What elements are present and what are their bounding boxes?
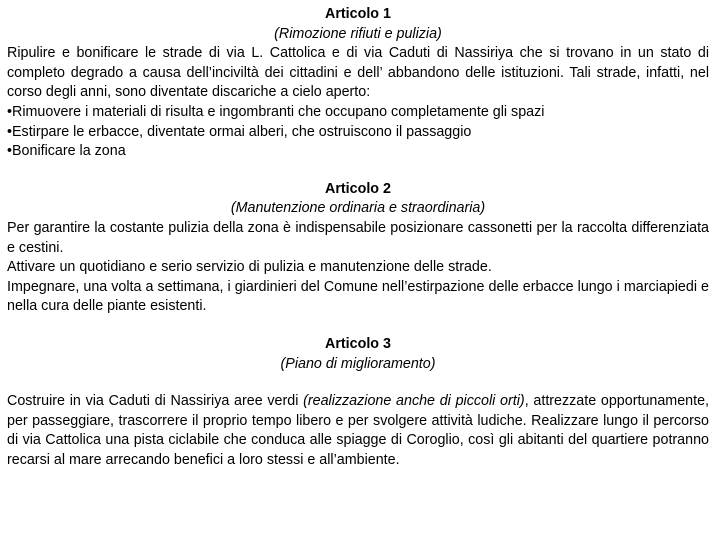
article-2-paragraph: Attivare un quotidiano e serio servizio di pulizia e manutenzione delle strade. (7, 259, 492, 276)
article-2-subtitle: (Manutenzione ordinaria e straordinaria) (230, 200, 486, 217)
article-2-paragraph: Impegnare, una volta a settimana, i giardinieri del Comune nell’estirpazione delle erbacce lungo i marciapiedi e nella cura delle piante esistenti. (7, 278, 709, 315)
section-spacer (7, 162, 709, 180)
article-1-paragraph: Ripulire e bonificare le strade di via L. Cattolica e di via Caduti di Nassiriya che si trovano in un stato di completo degrado a causa dell’inciviltà dei cittadini e dell’ abbandono delle istituzioni. Tali strade, infatti, nel corso degli anni, sono diventate discariche a cielo aperto: (7, 45, 709, 101)
article-3-text-part-2: , attrezzate opportunamente, per passeggiare, trascorrere il proprio tempo libero e per svolgere attività ludiche. Realizzare lungo il percorso di via Cattolica una pista ciclabile che conduca alle spiagge di Coroglio, così gli abitanti del quartiere potranno recarsi al mare arrecando benefici a loro stessi e all’ambiente. (7, 393, 710, 468)
article-1-title: Articolo 1 (325, 6, 391, 22)
article-1-subtitle: (Rimozione rifiuti e pulizia) (274, 25, 442, 42)
article-2-paragraph: Per garantire la costante pulizia della zona è indispensabile posizionare cassonetti per la raccolta differenziata e cestini. (7, 219, 709, 256)
article-3-paragraph (7, 392, 709, 470)
article-1-bullet: •Estirpare le erbacce, diventate ormai alberi, che ostruiscono il passaggio (7, 123, 472, 140)
article-2-title: Articolo 2 (325, 180, 391, 197)
section-spacer (7, 374, 709, 392)
article-3-text-italic: (realizzazione anche di piccoli orti) (303, 393, 525, 410)
article-1-bullet: •Rimuovere i materiali di risulta e ingombranti che occupano completamente gli spazi (7, 103, 545, 120)
article-1-bullet: •Bonificare la zona (7, 143, 126, 160)
section-spacer (7, 317, 709, 335)
article-3-text-part-1: Costruire in via Caduti di Nassiriya aree verdi (7, 393, 304, 410)
article-3-title: Articolo 3 (325, 335, 391, 352)
article-3-subtitle: (Piano di miglioramento) (280, 355, 436, 372)
document-page (7, 5, 709, 470)
